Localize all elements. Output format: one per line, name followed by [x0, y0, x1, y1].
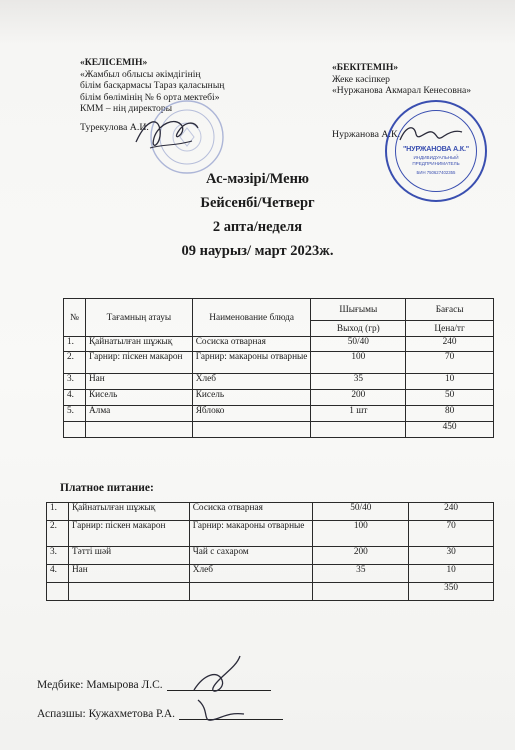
row-yield: 35 [311, 374, 406, 390]
row-num: 4. [47, 565, 69, 583]
approval-block-right [332, 62, 471, 97]
row-price: 10 [409, 565, 494, 583]
menu-title: Ас-мәзірі/Меню [205, 171, 310, 187]
header-name-ru: Наименование блюда [192, 299, 311, 337]
approval-right-line: «Нуржанова Акмарал Кенесовна» [332, 85, 472, 96]
entrepreneur-signature [396, 120, 466, 150]
row-yield: 200 [311, 390, 406, 406]
row-price: 70 [409, 521, 494, 547]
approval-right-signer: Нуржанова А.К. [332, 129, 400, 140]
row-yield: 100 [313, 521, 409, 547]
menu-day: Бейсенбі/Четверг [200, 195, 315, 211]
row-dish-kz: Нан [68, 565, 189, 583]
row-price: 50 [406, 390, 494, 406]
row-dish-ru: Кисель [192, 390, 311, 406]
row-price: 70 [406, 352, 494, 374]
total-price: 450 [406, 422, 494, 438]
approval-left-line: «Жамбыл облысы әкімдігінің [80, 68, 201, 80]
row-dish-kz: Қайнатылған шұжық [85, 337, 192, 352]
nurse-name: Медбике: Мамырова Л.С. [37, 679, 163, 691]
menu-date: 09 наурыз/ март 2023ж. [181, 243, 334, 259]
row-num: 2. [47, 521, 69, 547]
director-signature [132, 108, 202, 156]
table-row [47, 565, 494, 583]
header-yield-ru: Выход (гр) [311, 321, 406, 337]
row-yield: 35 [313, 565, 409, 583]
row-yield: 200 [313, 547, 409, 565]
approval-left-line: білім басқармасы Тараз қаласының [80, 80, 225, 91]
row-num: 4. [64, 390, 86, 406]
approval-left-signer: Турекулова А.И. [80, 122, 149, 133]
table-total-row [47, 583, 494, 601]
header-name-kz: Тағамның атауы [85, 299, 192, 337]
header-price-kz: Бағасы [406, 299, 494, 321]
table-row [64, 352, 494, 374]
table-row [64, 406, 494, 422]
row-num: 5. [64, 406, 86, 422]
table-row [64, 337, 494, 352]
row-price: 240 [409, 503, 494, 521]
paid-meals-label: Платное питание: [60, 482, 154, 494]
stamp-line: ИНДИВИДУАЛЬНЫЙ [413, 155, 459, 160]
row-dish-kz: Тәтті шәй [68, 547, 189, 565]
stamp-bin: БИН 750627402355 [416, 170, 456, 175]
row-num: 3. [64, 374, 86, 390]
row-dish-ru: Сосиска отварная [192, 337, 311, 352]
row-num: 2. [64, 352, 86, 374]
row-dish-ru: Хлеб [189, 565, 313, 583]
row-num: 1. [64, 337, 86, 352]
row-num: 1. [47, 503, 69, 521]
table-row [47, 547, 494, 565]
row-price: 80 [406, 406, 494, 422]
total-price: 350 [409, 583, 494, 601]
row-dish-ru: Хлеб [192, 374, 311, 390]
approval-left-line: білім бөлімінің № 6 орта мектебі» [80, 91, 220, 103]
menu-week: 2 апта/неделя [212, 219, 303, 235]
row-dish-ru: Гарнир: макароны отварные [192, 352, 311, 374]
menu-table [63, 298, 494, 438]
row-yield: 1 шт [311, 406, 406, 422]
table-row [47, 503, 494, 521]
row-dish-kz: Гарнир: піскен макарон [68, 521, 189, 547]
row-dish-ru: Чай с сахаром [189, 547, 313, 565]
row-dish-kz: Қайнатылған шұжық [68, 503, 189, 521]
approval-right-line: Жеке кәсіпкер [332, 73, 390, 85]
row-dish-kz: Алма [85, 406, 192, 422]
row-dish-kz: Нан [85, 374, 192, 390]
table-row [64, 390, 494, 406]
row-price: 240 [406, 337, 494, 352]
row-dish-ru: Гарнир: макароны отварные [189, 521, 313, 547]
row-dish-kz: Гарнир: піскен макарон [85, 352, 192, 374]
row-price: 30 [409, 547, 494, 565]
row-dish-kz: Кисель [85, 390, 192, 406]
row-yield: 50/40 [313, 503, 409, 521]
cook-name: Аспазшы: Кужахметова Р.А. [37, 708, 176, 720]
header-num: № [64, 299, 86, 337]
row-dish-ru: Яблоко [192, 406, 311, 422]
row-dish-ru: Сосиска отварная [189, 503, 313, 521]
row-num: 3. [47, 547, 69, 565]
stamp-line: ПРЕДПРИНИМАТЕЛЬ [412, 161, 460, 166]
paid-menu-table [46, 502, 494, 601]
header-price-ru: Цена/тг [406, 321, 494, 337]
table-row [64, 374, 494, 390]
stamp-name: "НУРЖАНОВА А.К." [402, 144, 470, 153]
table-row [47, 521, 494, 547]
approval-right-title: «БЕКІТЕМІН» [332, 62, 399, 73]
header-yield-kz: Шығымы [311, 299, 406, 321]
nurse-signature [188, 652, 248, 730]
row-price: 10 [406, 374, 494, 390]
approval-left-title: «КЕЛІСЕМІН» [80, 57, 148, 68]
table-total-row [64, 422, 494, 438]
approval-left-line: КММ – нің директоры [80, 103, 173, 114]
row-yield: 100 [311, 352, 406, 374]
row-yield: 50/40 [311, 337, 406, 352]
